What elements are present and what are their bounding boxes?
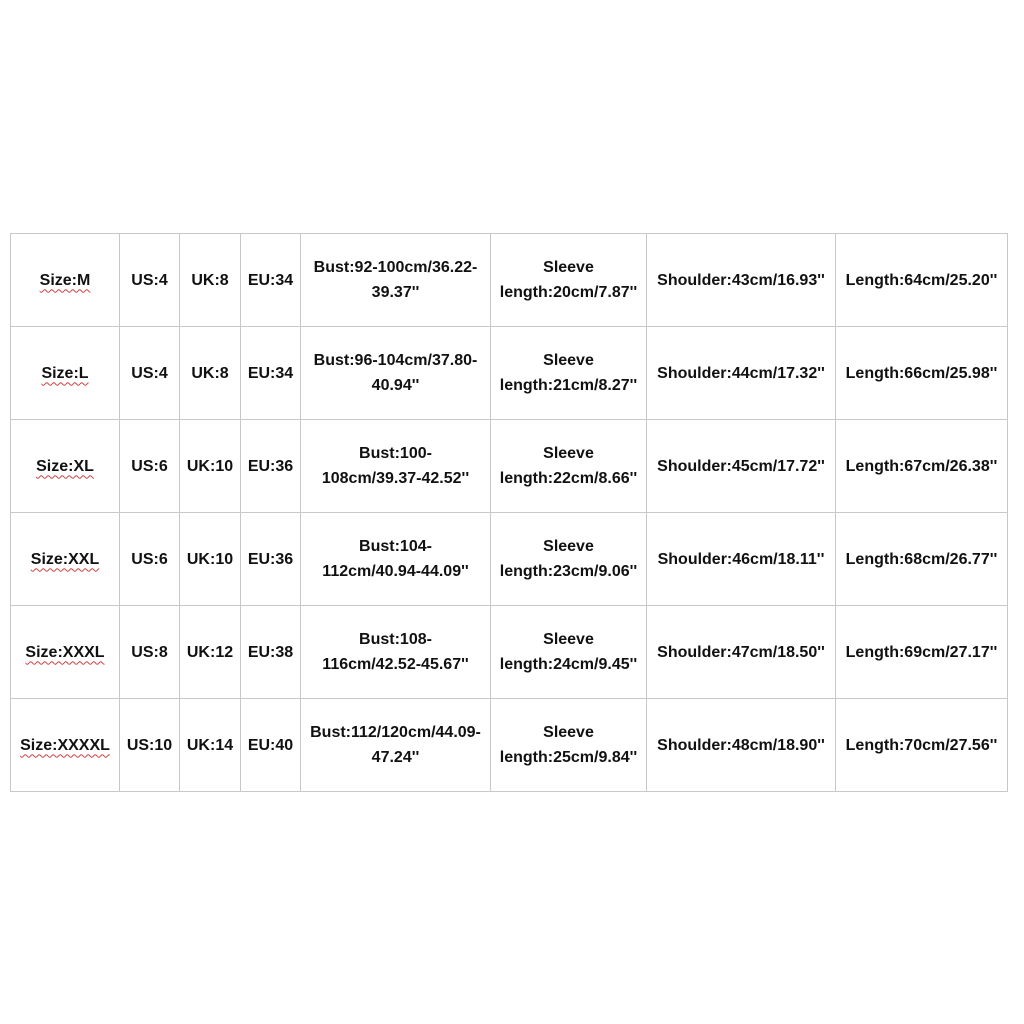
bust-line-2: 112cm/40.94-44.09'' — [322, 563, 469, 580]
length-cell: Length:68cm/26.77'' — [836, 513, 1008, 606]
bust-line-1: Bust:96-104cm/37.80- — [313, 352, 478, 369]
size-label: Size:XXXL — [25, 643, 105, 661]
bust-line-2: 116cm/42.52-45.67'' — [322, 656, 469, 673]
us-size-cell: US:4 — [120, 327, 180, 420]
bust-cell — [301, 513, 491, 606]
size-cell — [11, 420, 120, 513]
sleeve-cell — [491, 327, 647, 420]
eu-size-cell: EU:36 — [241, 513, 301, 606]
length-cell: Length:67cm/26.38'' — [836, 420, 1008, 513]
bust-line-1: Bust:92-100cm/36.22- — [313, 259, 478, 276]
size-cell — [11, 606, 120, 699]
sleeve-line-1: Sleeve — [543, 259, 594, 276]
size-label: Size:XXL — [30, 550, 100, 568]
uk-size-cell: UK:10 — [180, 513, 241, 606]
eu-size-cell: EU:40 — [241, 699, 301, 792]
shoulder-cell: Shoulder:44cm/17.32'' — [647, 327, 836, 420]
sleeve-cell — [491, 234, 647, 327]
bust-line-2: 108cm/39.37-42.52'' — [321, 470, 470, 487]
size-label: Size:XL — [36, 457, 94, 475]
sleeve-line-1: Sleeve — [543, 631, 594, 648]
us-size-cell: US:8 — [120, 606, 180, 699]
bust-cell — [301, 420, 491, 513]
table-row — [11, 420, 1008, 513]
bust-line-1: Bust:108- — [359, 631, 432, 648]
us-size-cell: US:10 — [120, 699, 180, 792]
sleeve-line-2: length:20cm/7.87'' — [499, 284, 638, 301]
eu-size-cell: EU:36 — [241, 420, 301, 513]
size-chart-table — [10, 233, 1008, 792]
size-label: Size:L — [41, 364, 89, 382]
bust-line-1: Bust:104- — [359, 538, 432, 555]
uk-size-cell: UK:10 — [180, 420, 241, 513]
shoulder-cell: Shoulder:43cm/16.93'' — [647, 234, 836, 327]
us-size-cell: US:6 — [120, 513, 180, 606]
length-cell: Length:70cm/27.56'' — [836, 699, 1008, 792]
sleeve-cell — [491, 420, 647, 513]
table-row — [11, 513, 1008, 606]
size-cell — [11, 234, 120, 327]
table-row — [11, 699, 1008, 792]
sleeve-cell — [491, 699, 647, 792]
length-cell: Length:64cm/25.20'' — [836, 234, 1008, 327]
uk-size-cell: UK:12 — [180, 606, 241, 699]
size-cell — [11, 513, 120, 606]
shoulder-cell: Shoulder:45cm/17.72'' — [647, 420, 836, 513]
sleeve-line-1: Sleeve — [543, 352, 594, 369]
size-cell — [11, 327, 120, 420]
sleeve-cell — [491, 513, 647, 606]
length-cell: Length:66cm/25.98'' — [836, 327, 1008, 420]
eu-size-cell: EU:34 — [241, 327, 301, 420]
size-label: Size:M — [39, 271, 91, 289]
length-cell: Length:69cm/27.17'' — [836, 606, 1008, 699]
sleeve-line-1: Sleeve — [543, 445, 594, 462]
us-size-cell: US:4 — [120, 234, 180, 327]
bust-cell — [301, 327, 491, 420]
bust-line-1: Bust:100- — [359, 445, 432, 462]
table-row — [11, 327, 1008, 420]
bust-line-1: Bust:112/120cm/44.09- — [310, 724, 481, 741]
sleeve-line-1: Sleeve — [543, 724, 594, 741]
table-row — [11, 606, 1008, 699]
shoulder-cell: Shoulder:46cm/18.11'' — [647, 513, 836, 606]
bust-line-2: 40.94'' — [371, 377, 420, 394]
size-label: Size:XXXXL — [20, 736, 110, 754]
bust-line-2: 39.37'' — [371, 284, 420, 301]
sleeve-line-2: length:22cm/8.66'' — [499, 470, 638, 487]
bust-cell — [301, 606, 491, 699]
shoulder-cell: Shoulder:48cm/18.90'' — [647, 699, 836, 792]
bust-cell — [301, 699, 491, 792]
sleeve-line-1: Sleeve — [543, 538, 594, 555]
us-size-cell: US:6 — [120, 420, 180, 513]
sleeve-line-2: length:25cm/9.84'' — [499, 749, 638, 766]
table-row — [11, 234, 1008, 327]
sleeve-line-2: length:24cm/9.45'' — [499, 656, 638, 673]
size-cell — [11, 699, 120, 792]
bust-cell — [301, 234, 491, 327]
bust-line-2: 47.24'' — [371, 749, 420, 766]
eu-size-cell: EU:38 — [241, 606, 301, 699]
sleeve-line-2: length:21cm/8.27'' — [499, 377, 638, 394]
uk-size-cell: UK:8 — [180, 327, 241, 420]
sleeve-cell — [491, 606, 647, 699]
uk-size-cell: UK:14 — [180, 699, 241, 792]
sleeve-line-2: length:23cm/9.06'' — [499, 563, 638, 580]
shoulder-cell: Shoulder:47cm/18.50'' — [647, 606, 836, 699]
uk-size-cell: UK:8 — [180, 234, 241, 327]
eu-size-cell: EU:34 — [241, 234, 301, 327]
